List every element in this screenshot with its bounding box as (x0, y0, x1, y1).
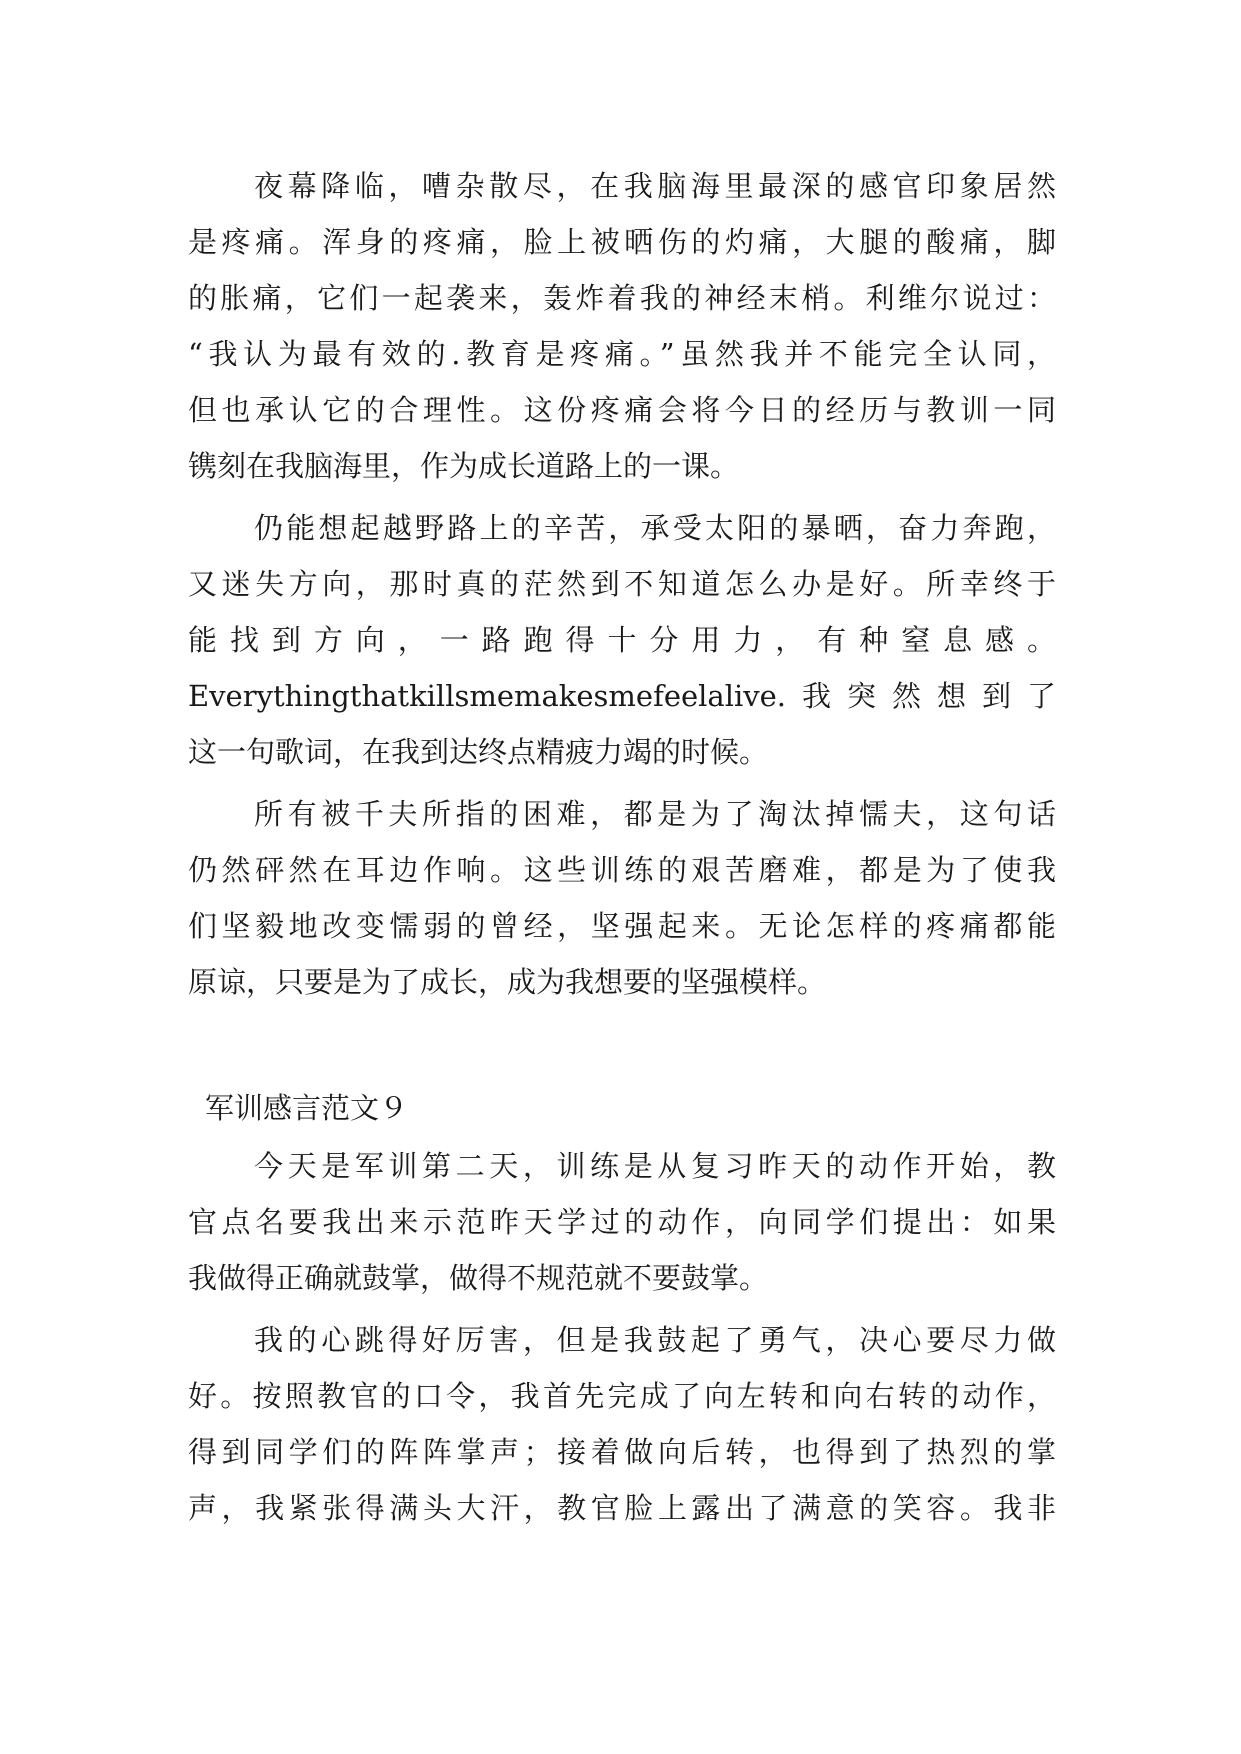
paragraph-1-line-1: 夜幕降临，嘈杂散尽，在我脑海里最深的感官印象居然 (254, 169, 1056, 203)
paragraph-3-line-1: 所有被千夫所指的困难，都是为了淘汰掉懦夫，这句话 (254, 797, 1056, 831)
paragraph-2-line-1: 仍能想起越野路上的辛苦，承受太阳的暴晒，奋力奔跑， (254, 511, 1056, 545)
paragraph-5-line-2: 好。按照教官的口令，我首先完成了向左转和向右转的动作， (188, 1379, 1056, 1413)
paragraph-2-line-5: 这一句歌词，在我到达终点精疲力竭的时候。 (188, 735, 769, 769)
paragraph-1-line-3: 的胀痛，它们一起袭来，轰炸着我的神经末梢。利维尔说过： (188, 281, 1056, 315)
paragraph-3-line-3: 们坚毅地改变懦弱的曾经，坚强起来。无论怎样的疼痛都能 (188, 909, 1056, 943)
paragraph-2-line-4: Everythingthatkillsmemakesmefeelalive.我突然想到了 (188, 679, 1056, 713)
paragraph-4-line-3: 我做得正确就鼓掌，做得不规范就不要鼓掌。 (188, 1261, 769, 1295)
paragraph-4-line-2: 官点名要我出来示范昨天学过的动作，向同学们提出：如果 (188, 1205, 1056, 1239)
paragraph-1-line-4: “我认为最有效的.教育是疼痛。”虽然我并不能完全认同， (188, 337, 1056, 371)
section-heading: 军训感言范文９ (205, 1091, 409, 1125)
paragraph-4-line-1: 今天是军训第二天，训练是从复习昨天的动作开始，教 (254, 1149, 1056, 1183)
paragraph-5-line-4: 声，我紧张得满头大汗，教官脸上露出了满意的笑容。我非 (188, 1491, 1056, 1525)
paragraph-1-line-5: 但也承认它的合理性。这份疼痛会将今日的经历与教训一同 (188, 393, 1056, 427)
paragraph-2-line-3: 能找到方向，一路跑得十分用力，有种窒息感。 (188, 623, 1056, 657)
paragraph-1-line-2: 是疼痛。浑身的疼痛，脸上被晒伤的灼痛，大腿的酸痛，脚 (188, 225, 1056, 259)
paragraph-1-line-6: 镌刻在我脑海里，作为成长道路上的一课。 (188, 449, 740, 483)
paragraph-5-line-3: 得到同学们的阵阵掌声；接着做向后转，也得到了热烈的掌 (188, 1435, 1056, 1469)
paragraph-5-line-1: 我的心跳得好厉害，但是我鼓起了勇气，决心要尽力做 (254, 1323, 1056, 1357)
paragraph-2-line-2: 又迷失方向，那时真的茫然到不知道怎么办是好。所幸终于 (188, 567, 1056, 601)
paragraph-3-line-4: 原谅，只要是为了成长，成为我想要的坚强模样。 (188, 965, 827, 999)
paragraph-3-line-2: 仍然砰然在耳边作响。这些训练的艰苦磨难，都是为了使我 (188, 853, 1056, 887)
